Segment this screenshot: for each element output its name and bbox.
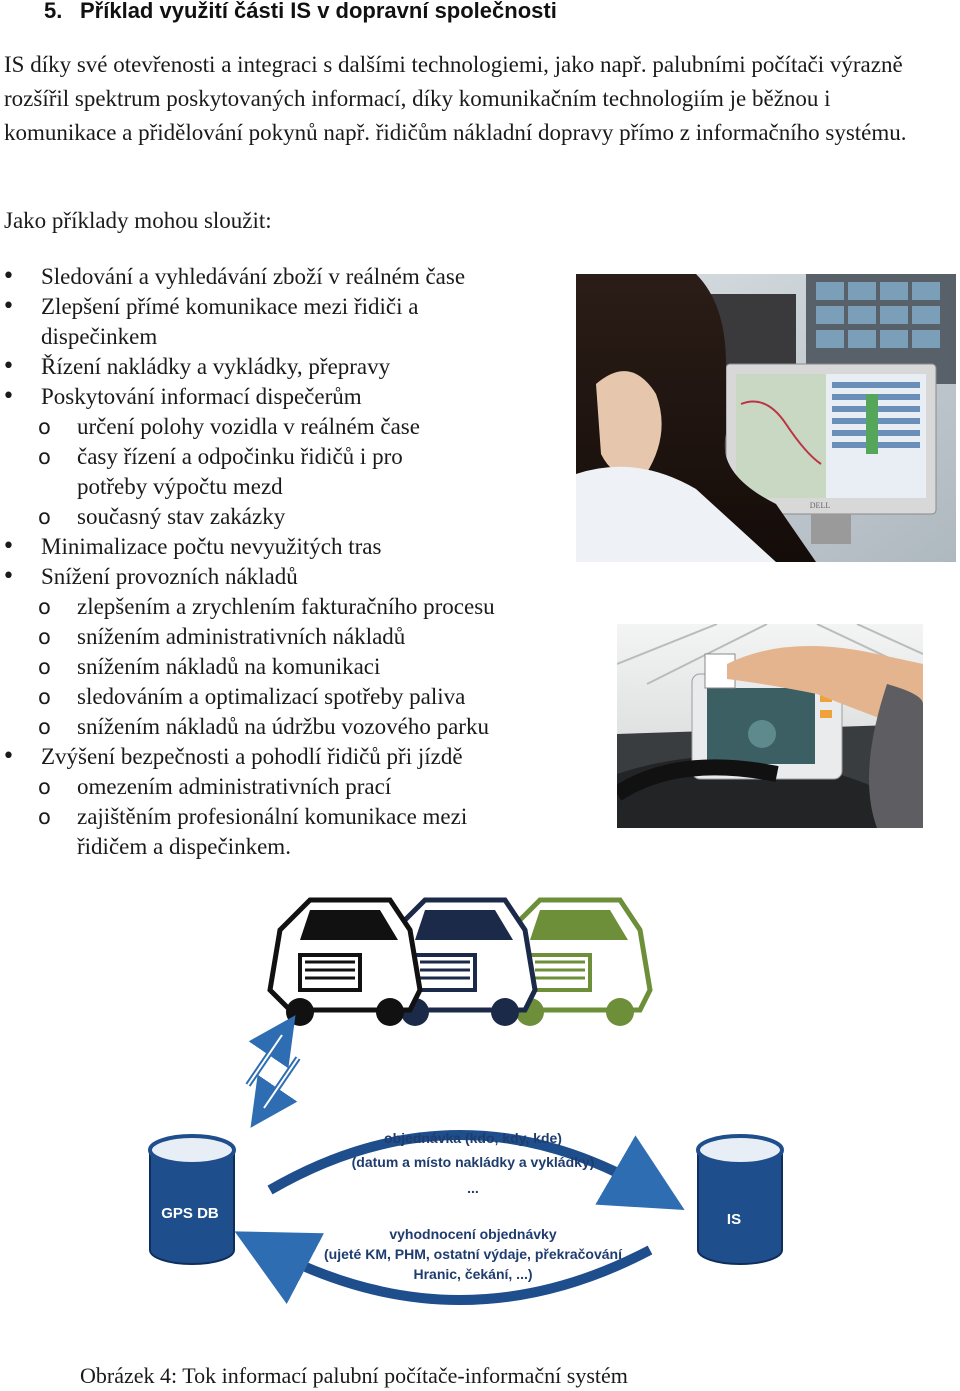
list-item: • Snížení provozních nákladů o zlepšením a zrychlením fakturačního procesu o snížením administrativních nákladů o snížením nákladů na komunikaci o sledováním a optimalizací spotřeby paliva o snížením nákladů na údržbu vozového parku xyxy=(0,562,590,742)
benefit-list xyxy=(0,262,590,862)
gps-db-label: GPS DB xyxy=(161,1205,219,1222)
section-number: 5. xyxy=(44,0,63,23)
list-item: • Minimalizace počtu nevyužitých tras xyxy=(0,532,590,562)
sub-list xyxy=(0,412,590,532)
sub-list-item: o určení polohy vozidla v reálném čase xyxy=(0,412,590,442)
is-cylinder-icon xyxy=(698,1136,782,1264)
order-text-3: ... xyxy=(467,1180,479,1196)
sub-list xyxy=(0,772,590,862)
sub-list-item: o zajištěním profesionální komunikace mezi řidičem a dispečinkem. xyxy=(0,802,590,862)
is-label: IS xyxy=(726,1211,742,1228)
office-dispatcher-photo xyxy=(576,274,956,562)
list-item: • Řízení nakládky a vykládky, přepravy xyxy=(0,352,590,382)
lead-sentence: Jako příklady mohou sloužit: xyxy=(4,208,272,233)
evaluation-text-3: Hranic, čekání, ...) xyxy=(413,1266,533,1282)
order-text-1: objednávka (kdo, kdy, kde) xyxy=(384,1130,562,1146)
sub-list-item: o snížením nákladů na údržbu vozového parku xyxy=(0,712,590,742)
list-item: • Sledování a vyhledávání zboží v reálném čase xyxy=(0,262,590,292)
section-title: Příklad využití části IS v dopravní společnosti xyxy=(80,0,557,23)
dashboard-terminal-photo xyxy=(617,624,923,828)
figure-caption: Obrázek 4: Tok informací palubní počítače-informační systém xyxy=(80,1363,628,1388)
sub-list-item: o současný stav zakázky xyxy=(0,502,590,532)
sub-list-item: o snížením administrativních nákladů xyxy=(0,622,590,652)
sub-list-item: o zlepšením a zrychlením fakturačního procesu xyxy=(0,592,590,622)
information-flow-diagram xyxy=(130,890,820,1330)
sub-list-item: o sledováním a optimalizací spotřeby paliva xyxy=(0,682,590,712)
list-item: • Poskytování informací dispečerům o určení polohy vozidla v reálném čase o časy řízení a odpočinku řidičů i pro potřeby výpočtu mezd o současný stav zakázky xyxy=(0,382,590,532)
order-text-2: (datum a místo nakládky a vykládky) xyxy=(351,1154,595,1170)
trucks-illustration xyxy=(270,900,650,1026)
intro-paragraph: IS díky své otevřenosti a integraci s dalšími technologiemi, jako např. palubními počítači výrazně rozšířil spektrum poskytovaných informací, díky komunikačním technologiím je běžnou i komunikace a přidělování pokynů např. řidičům nákladní dopravy přímo z informačního systému. xyxy=(4,52,907,145)
evaluation-text-1: vyhodnocení objednávky xyxy=(389,1226,557,1242)
list-item: • Zlepšení přímé komunikace mezi řidiči a dispečinkem xyxy=(0,292,590,352)
monitor-brand-label: DELL xyxy=(809,501,831,510)
section-heading xyxy=(44,0,557,24)
evaluation-text-2: (ujeté KM, PHM, ostatní výdaje, překračování xyxy=(324,1246,622,1262)
double-arrow-icon xyxy=(248,1035,298,1108)
truck-black xyxy=(270,900,420,1026)
sub-list-item: o omezením administrativních prací xyxy=(0,772,590,802)
sub-list-item: o snížením nákladů na komunikaci xyxy=(0,652,590,682)
sub-list xyxy=(0,592,590,742)
list-item: • Zvýšení bezpečnosti a pohodlí řidičů při jízdě o omezením administrativních prací o zajištěním profesionální komunikace mezi řidičem a dispečinkem. xyxy=(0,742,590,862)
gps-db-cylinder-icon xyxy=(150,1136,234,1264)
sub-list-item: o časy řízení a odpočinku řidičů i pro potřeby výpočtu mezd xyxy=(0,442,590,502)
